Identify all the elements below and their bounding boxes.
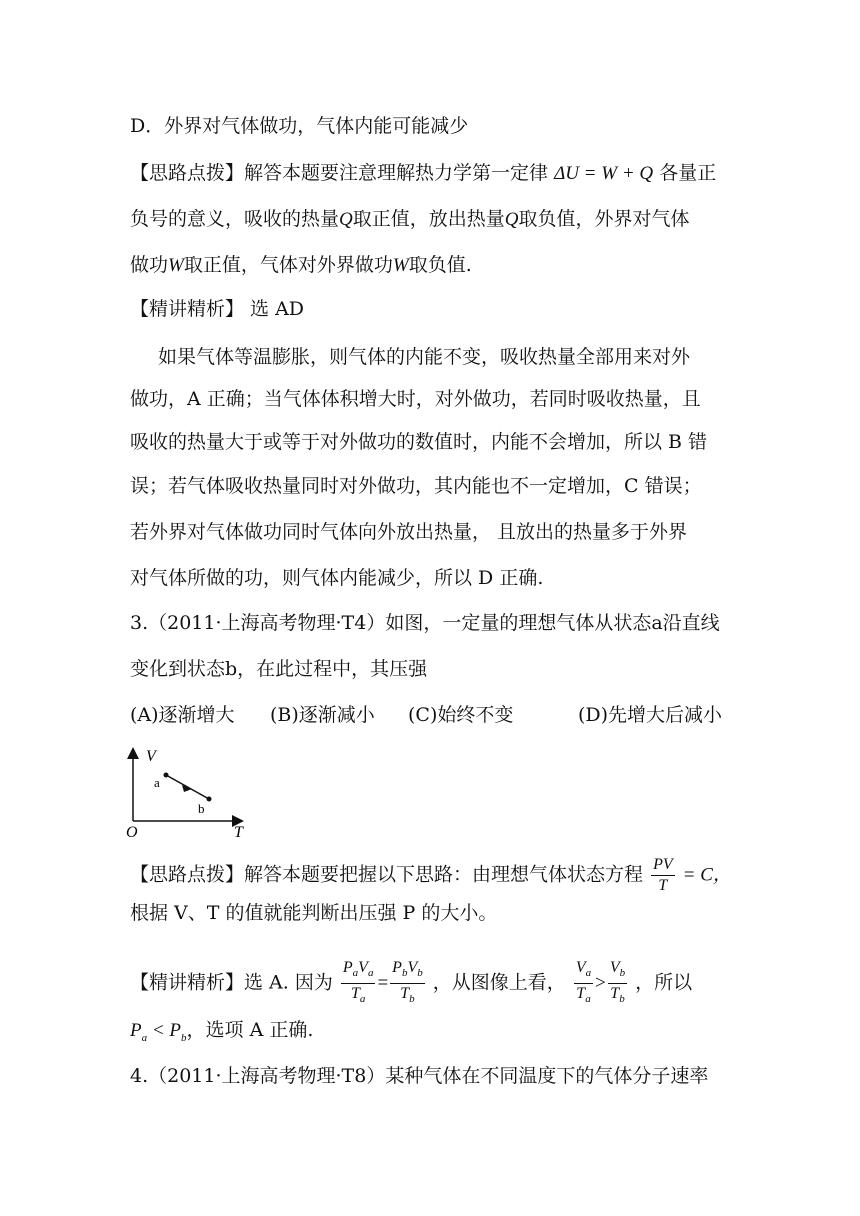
hint-text: 各量正	[659, 162, 717, 184]
equation-rhs: = C，	[682, 864, 732, 886]
numerator: $P_aV_a$	[341, 958, 376, 984]
text: 取负值.	[408, 254, 472, 276]
text: 做功	[130, 254, 169, 276]
option-b: (B)逐渐减小	[270, 704, 375, 726]
analysis-line-2: 做功，A 正确；当气体体积增大时，对外做功，若同时吸收热量，且	[130, 388, 701, 410]
greater-sign: >	[595, 972, 606, 994]
axis-label-t: T	[234, 824, 243, 840]
analysis-line-6: 对气体所做的功，则气体内能减少，所以 D 正确.	[130, 567, 544, 589]
analysis-heading: 【精讲精析】 选 AD	[130, 298, 305, 320]
fraction-vb-tb	[608, 958, 627, 1009]
hint-line-3	[130, 253, 472, 278]
denominator: $T_b$	[610, 985, 625, 1006]
text: 取负值，外界对气体	[518, 208, 690, 230]
text: ，所以	[635, 971, 693, 994]
option-d-line: D．外界对气体做功，气体内能可能减少	[130, 115, 469, 137]
text: 【精讲精析】选 A. 因为	[130, 971, 333, 994]
denominator: $T_b$	[400, 985, 415, 1006]
symbol-q: Q	[504, 209, 519, 230]
analysis-line-5: 若外界对气体做功同时气体向外放出热量， 且放出的热量多于外界	[130, 521, 688, 543]
denominator: $T_a$	[350, 985, 366, 1006]
question-3-line-2: 变化到状态b，在此过程中，其压强	[130, 658, 428, 680]
label-a: a	[154, 775, 160, 790]
point-a	[164, 773, 169, 778]
hint-line-2	[130, 207, 690, 232]
numerator: PV	[651, 855, 675, 876]
option-c: (C)始终不变	[408, 704, 514, 726]
fraction-va-ta	[574, 958, 593, 1009]
analysis-2-line-1	[130, 958, 692, 1009]
question-4-line-1: 4.（2011·上海高考物理·T8）某种气体在不同温度下的气体分子速率	[130, 1065, 709, 1087]
denominator: T	[658, 877, 668, 894]
hint-text: 【思路点拨】解答本题要注意理解热力学第一定律	[130, 162, 549, 184]
numerator: $V_a$	[574, 958, 593, 984]
fraction-pv-over-t	[651, 855, 675, 896]
symbol-q: Q	[339, 209, 353, 230]
analysis-line-1: 如果气体等温膨胀，则气体的内能不变，吸收热量全部用来对外	[158, 346, 691, 368]
fraction-pbvb-tb	[390, 958, 425, 1009]
analysis-line-3: 吸收的热量大于或等于对外做功的数值时，内能不会增加，所以 B 错	[130, 431, 708, 453]
numerator: $P_bV_b$	[390, 958, 425, 984]
option-d: (D)先增大后减小	[578, 704, 723, 726]
text: 负号的意义，吸收的热量	[130, 208, 340, 230]
axis-label-v: V	[146, 748, 156, 765]
hint-2-line-1	[130, 855, 732, 896]
text: 取正值，放出热量	[352, 208, 505, 230]
hint-2-line-2: 根据 V、T 的值就能判断出压强 P 的大小。	[130, 902, 498, 924]
text: ，从图像上看，	[432, 971, 566, 994]
numerator: $V_b$	[608, 958, 627, 984]
inequality: $P_a < P_b$	[130, 1020, 187, 1044]
fraction-pava-ta	[341, 958, 376, 1009]
analysis-line-4: 误；若气体吸收热量同时对外做功，其内能也不一定增加，C 错误；	[130, 475, 702, 497]
first-law-formula: ΔU = W + Q	[554, 163, 654, 184]
question-3-line-1: 3.（2011·上海高考物理·T4）如图，一定量的理想气体从状态a沿直线	[130, 612, 720, 634]
origin-label: O	[126, 824, 138, 840]
denominator: $T_a$	[576, 985, 591, 1006]
text: 【思路点拨】解答本题要把握以下思路：由理想气体状态方程	[130, 863, 644, 886]
text: 取正值，气体对外界做功	[183, 254, 393, 276]
option-a: (A)逐渐增大	[130, 704, 235, 726]
process-line	[166, 775, 209, 799]
hint-line-1	[130, 161, 716, 186]
v-t-graph	[126, 745, 256, 840]
symbol-w: W	[168, 255, 184, 276]
symbol-w: W	[392, 255, 409, 276]
label-b: b	[198, 801, 205, 816]
text: ，选项 A 正确.	[186, 1019, 314, 1041]
point-b	[207, 797, 212, 802]
analysis-2-line-2	[130, 1018, 313, 1050]
equals-sign: =	[377, 972, 389, 994]
